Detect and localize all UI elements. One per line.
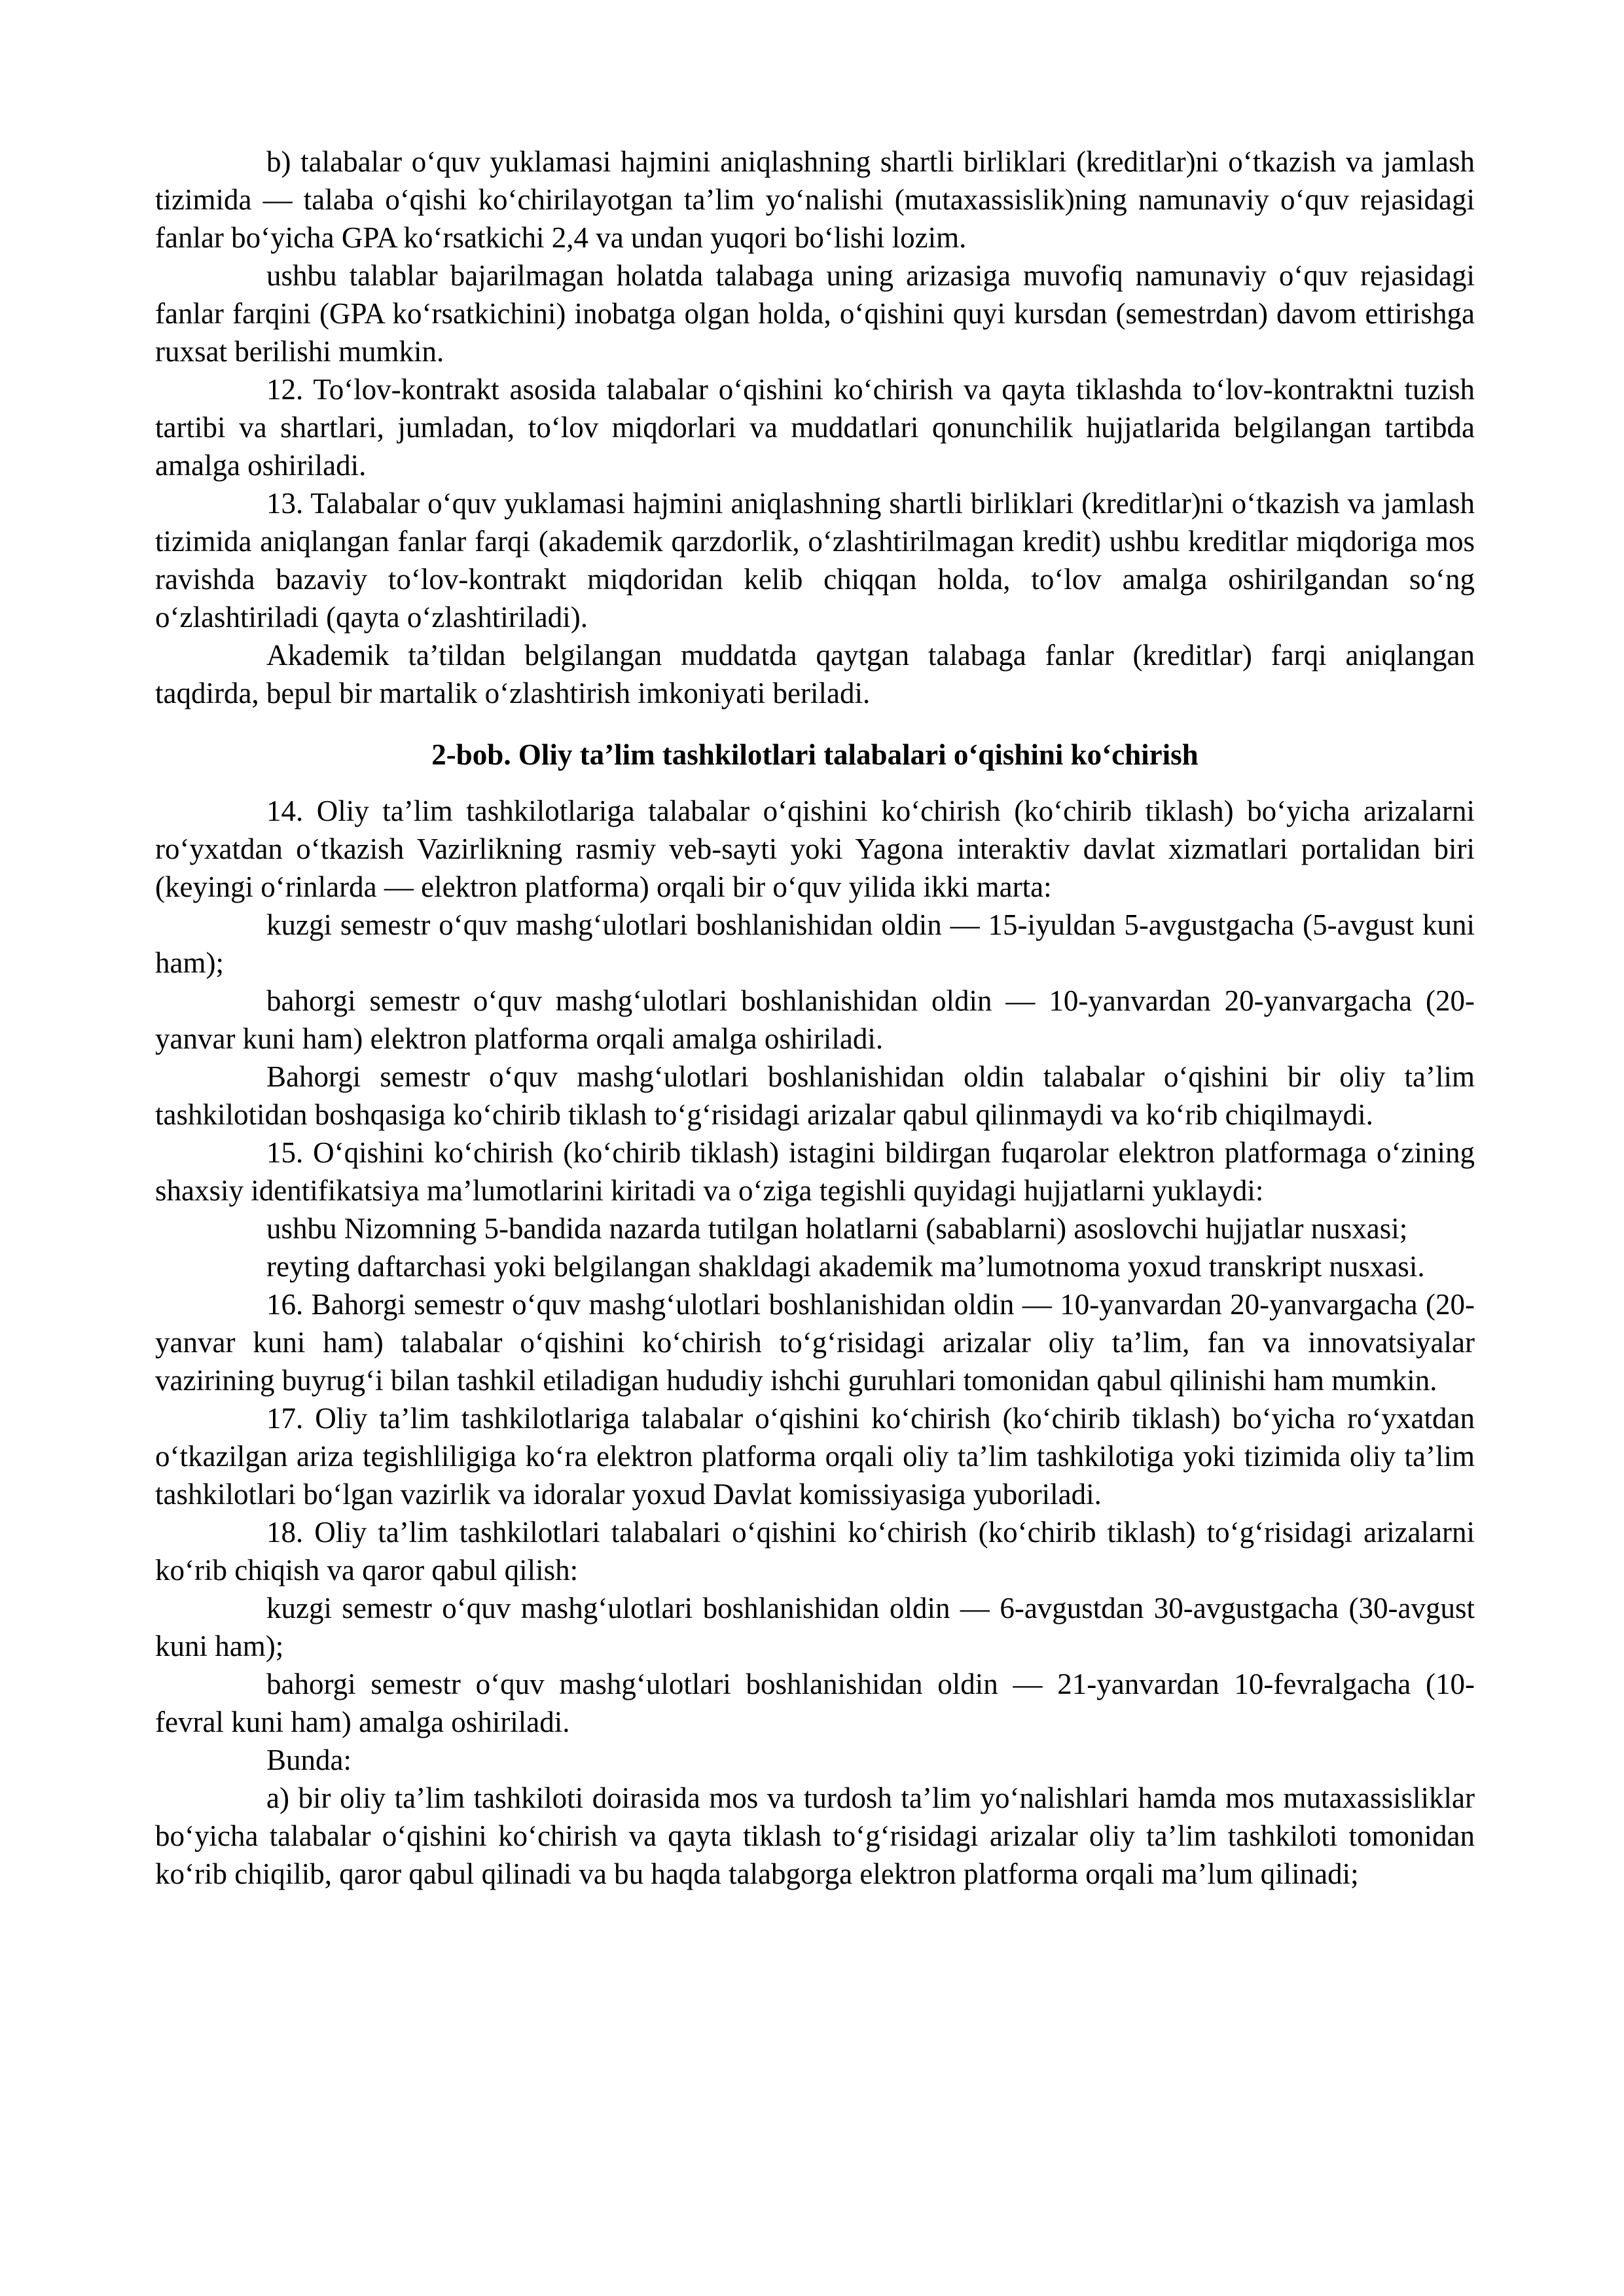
paragraph-bahorgi-cheklov: Bahorgi semestr o‘quv mashg‘ulotlari boshlanishidan oldin talabalar o‘qishini bir oliy ta’lim tashkilotidan boshqasiga ko‘chirib tiklash to‘g‘risidagi arizalar qabul qilinmaydi va ko‘rib chiqilmaydi. xyxy=(155,1060,1475,1131)
chapter-2-heading: 2-bob. Oliy ta’lim tashkilotlari talabalari o‘qishini ko‘chirish xyxy=(431,738,1199,771)
paragraph-bahorgi-korib-chiqish: bahorgi semestr o‘quv mashg‘ulotlari boshlanishidan oldin — 21-yanvardan 10-fevralgacha (10-fevral kuni ham) amalga oshiriladi. xyxy=(155,1668,1475,1738)
paragraph-18-korib-chiqish: 18. Oliy ta’lim tashkilotlari talabalari o‘qishini ko‘chirish (ko‘chirib tiklash) to‘g‘risidagi arizalarni ko‘rib chiqish va qaror qabul qilish: xyxy=(155,1516,1475,1587)
paragraph-kuzgi-semestr-muddat: kuzgi semestr o‘quv mashg‘ulotlari boshlanishidan oldin — 15-iyuldan 5-avgustgacha (5-avgust kuni ham); xyxy=(155,908,1475,979)
paragraph-kuzgi-korib-chiqish: kuzgi semestr o‘quv mashg‘ulotlari boshlanishidan oldin — 6-avgustdan 30-avgustgacha (30-avgust kuni ham); xyxy=(155,1592,1475,1662)
paragraph-12-tolov-kontrakt: 12. To‘lov-kontrakt asosida talabalar o‘qishini ko‘chirish va qayta tiklashda to‘lov-kontraktni tuzish tartibi va shartlari, jumladan, to‘lov miqdorlari va muddatlari qonunchilik hujjatlarida belgilangan tartibda amalga oshiriladi. xyxy=(155,373,1475,482)
paragraph-akademik-tatil: Akademik ta’tildan belgilangan muddatda qaytgan talabaga fanlar (kreditlar) farqi aniqlangan taqdirda, bepul bir martalik o‘zlashtirish imkoniyati beriladi. xyxy=(155,639,1475,709)
paragraph-b-credit-transfer: b) talabalar o‘quv yuklamasi hajmini aniqlashning shartli birliklari (kreditlar)ni o‘tkazish va jamlash tizimida — talaba o‘qishi ko‘chirilayotgan ta’lim yo‘nalishi (mutaxassislik)ning namunaviy o‘quv rejasidagi fanlar bo‘yicha GPA ko‘rsatkichi 2,4 va undan yuqori bo‘lishi lozim. xyxy=(155,145,1475,254)
paragraph-requirements-not-met: ushbu talablar bajarilmagan holatda talabaga uning arizasiga muvofiq namunaviy o‘quv rejasidagi fanlar farqini (GPA ko‘rsatkichini) inobatga olgan holda, o‘qishini quyi kursdan (semestrdan) davom ettirishga ruxsat berilishi mumkin. xyxy=(155,259,1475,368)
paragraph-bahorgi-semestr-muddat: bahorgi semestr o‘quv mashg‘ulotlari boshlanishidan oldin — 10-yanvardan 20-yanvargacha (20-yanvar kuni ham) elektron platforma orqali amalga oshiriladi. xyxy=(155,984,1475,1055)
paragraph-16-hududiy-guruhlar: 16. Bahorgi semestr o‘quv mashg‘ulotlari boshlanishidan oldin — 10-yanvardan 20-yanvargacha (20-yanvar kuni ham) talabalar o‘qishini ko‘chirish to‘g‘risidagi arizalar oliy ta’lim, fan va innovatsiyalar vazirining buyrug‘i bilan tashkil etiladigan hududiy ishchi guruhlari tomonidan qabul qilinishi ham mumkin. xyxy=(155,1288,1475,1397)
paragraph-bunda: Bunda: xyxy=(266,1744,352,1776)
paragraph-15-elektron-platforma: 15. O‘qishini ko‘chirish (ko‘chirib tiklash) istagini bildirgan fuqarolar elektron platformaga o‘zining shaxsiy identifikatsiya ma’lumotlarini kiritadi va o‘ziga tegishli quyidagi hujjatlarni yuklaydi: xyxy=(155,1136,1475,1207)
paragraph-a-bir-oliy-talim: a) bir oliy ta’lim tashkiloti doirasida mos va turdosh ta’lim yo‘nalishlari hamda mos mutaxassisliklar bo‘yicha talabalar o‘qishini ko‘chirish va qayta tiklash to‘g‘risidagi arizalar oliy ta’lim tashkiloti tomonidan ko‘rib chiqilib, qaror qabul qilinadi va bu haqda talabgorga elektron platforma orqali ma’lum qilinadi; xyxy=(155,1782,1475,1890)
paragraph-reyting-daftarchasi: reyting daftarchasi yoki belgilangan shakldagi akademik ma’lumotnoma yoxud transkript nusxasi. xyxy=(266,1250,1425,1283)
paragraph-17-ariza-yuborish: 17. Oliy ta’lim tashkilotlariga talabalar o‘qishini ko‘chirish (ko‘chirib tiklash) bo‘yicha ro‘yxatdan o‘tkazilgan ariza tegishliligiga ko‘ra elektron platforma orqali oliy ta’lim tashkilotiga yoki tizimida oliy ta’lim tashkilotlari bo‘lgan vazirlik va idoralar yoxud Davlat komissiyasiga yuboriladi. xyxy=(155,1402,1475,1511)
paragraph-13-fanlar-farqi: 13. Talabalar o‘quv yuklamasi hajmini aniqlashning shartli birliklari (kreditlar)ni o‘tkazish va jamlash tizimida aniqlangan fanlar farqi (akademik qarzdorlik, o‘zlashtirilmagan kredit) ushbu kreditlar miqdoriga mos ravishda bazaviy to‘lov-kontrakt miqdoridan kelib chiqqan holda, to‘lov amalga oshirilgandan so‘ng o‘zlashtiriladi (qayta o‘zlashtiriladi). xyxy=(155,487,1475,634)
paragraph-hujjatlar-nusxasi: ushbu Nizomning 5-bandida nazarda tutilgan holatlarni (sabablarni) asoslovchi hujjatlar nusxasi; xyxy=(266,1212,1408,1245)
paragraph-14-ariza-royxat: 14. Oliy ta’lim tashkilotlariga talabalar o‘qishini ko‘chirish (ko‘chirib tiklash) bo‘yicha arizalarni ro‘yxatdan o‘tkazish Vazirlikning rasmiy veb-sayti yoki Yagona interaktiv davlat xizmatlari portalidan biri (keyingi o‘rinlarda — elektron platforma) orqali bir o‘quv yilida ikki marta: xyxy=(155,795,1475,903)
